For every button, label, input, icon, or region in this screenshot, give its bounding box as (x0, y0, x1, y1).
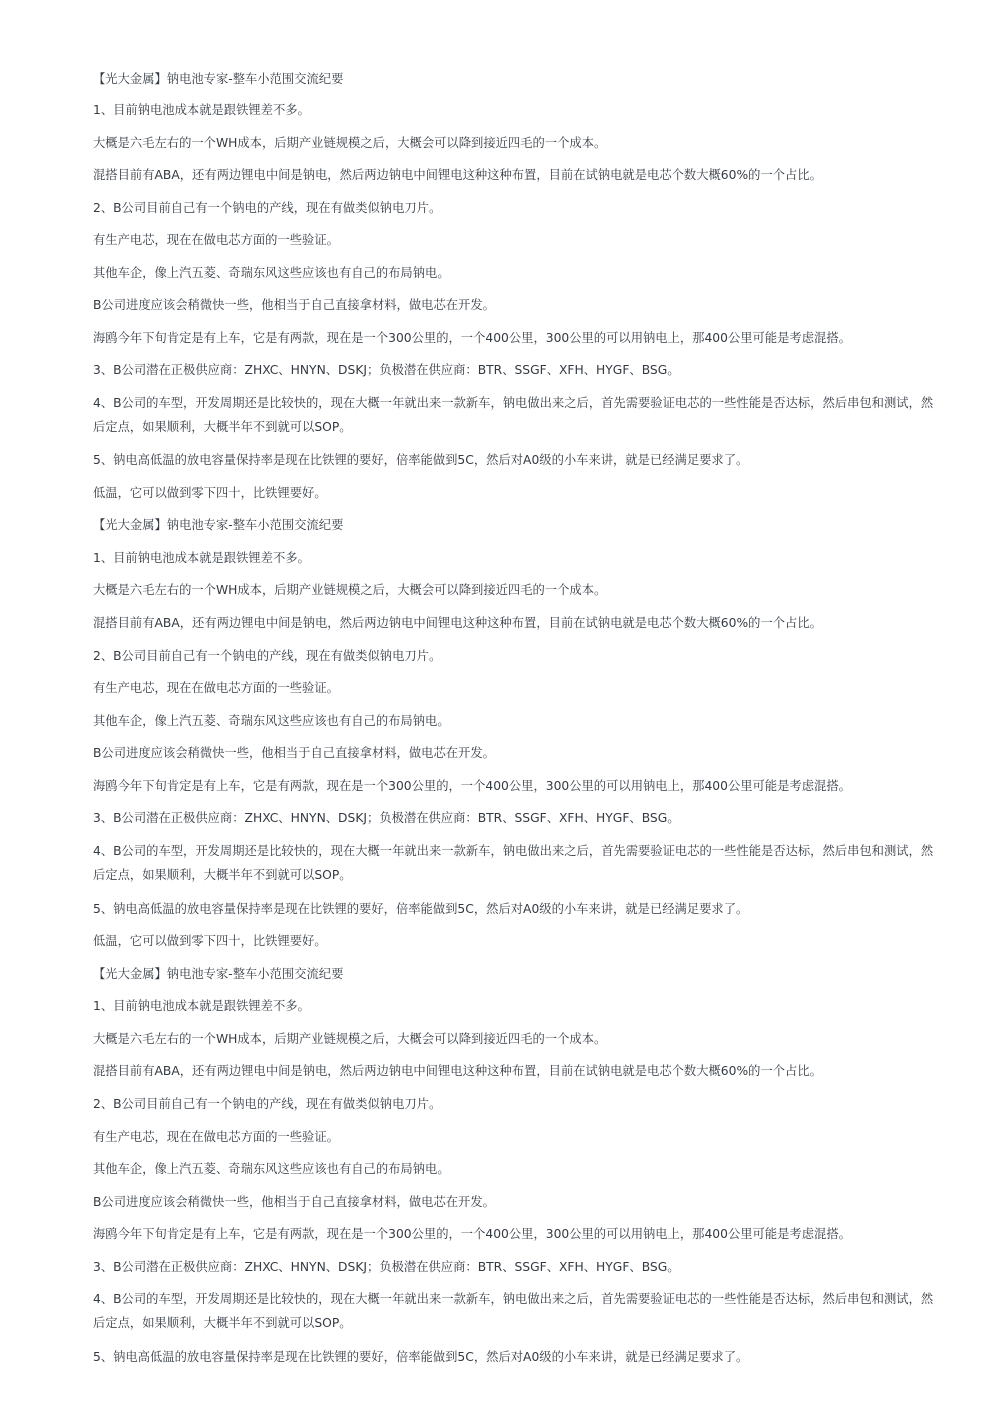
paragraph: 5、钠电高低温的放电容量保持率是现在比铁锂的要好，倍率能做到5C，然后对A0级的小车来讲，就是已经满足要求了。 (93, 902, 749, 916)
paragraph: 海鸥今年下旬肯定是有上车，它是有两款，现在是一个300公里的，一个400公里，300公里的可以用钠电上，那400公里可能是考虑混搭。 (93, 1227, 851, 1241)
paragraph: 海鸥今年下旬肯定是有上车，它是有两款，现在是一个300公里的，一个400公里，300公里的可以用钠电上，那400公里可能是考虑混搭。 (93, 331, 851, 345)
paragraph: B公司进度应该会稍微快一些，他相当于自己直接拿材料，做电芯在开发。 (93, 746, 495, 760)
paragraph: 有生产电芯，现在在做电芯方面的一些验证。 (93, 233, 339, 247)
paragraph: 大概是六毛左右的一个WH成本，后期产业链规模之后，大概会可以降到接近四毛的一个成本。 (93, 136, 607, 150)
paragraph: 1、目前钠电池成本就是跟铁锂差不多。 (93, 103, 310, 117)
paragraph: 3、B公司潜在正极供应商：ZHXC、HNYN、DSKJ；负极潜在供应商：BTR、SSGF、XFH、HYGF、BSG。 (93, 363, 680, 377)
paragraph: 有生产电芯，现在在做电芯方面的一些验证。 (93, 1130, 339, 1144)
paragraph: 其他车企，像上汽五菱、奇瑞东风这些应该也有自己的布局钠电。 (93, 1162, 450, 1176)
paragraph: 混搭目前有ABA，还有两边锂电中间是钠电，然后两边钠电中间锂电这种这种布置，目前在试钠电就是电芯个数大概60%的一个占比。 (93, 616, 822, 630)
paragraph: 其他车企，像上汽五菱、奇瑞东风这些应该也有自己的布局钠电。 (93, 714, 450, 728)
paragraph: B公司进度应该会稍微快一些，他相当于自己直接拿材料，做电芯在开发。 (93, 1195, 495, 1209)
paragraph: 混搭目前有ABA，还有两边锂电中间是钠电，然后两边钠电中间锂电这种这种布置，目前在试钠电就是电芯个数大概60%的一个占比。 (93, 168, 822, 182)
doc-title: 【光大金属】钠电池专家-整车小范围交流纪要 (93, 967, 344, 981)
paragraph: 混搭目前有ABA，还有两边锂电中间是钠电，然后两边钠电中间锂电这种这种布置，目前在试钠电就是电芯个数大概60%的一个占比。 (93, 1064, 822, 1078)
paragraph: 2、B公司目前自己有一个钠电的产线，现在有做类似钠电刀片。 (93, 649, 442, 663)
paragraph: 1、目前钠电池成本就是跟铁锂差不多。 (93, 999, 310, 1013)
paragraph: 其他车企，像上汽五菱、奇瑞东风这些应该也有自己的布局钠电。 (93, 266, 450, 280)
paragraph: 3、B公司潜在正极供应商：ZHXC、HNYN、DSKJ；负极潜在供应商：BTR、SSGF、XFH、HYGF、BSG。 (93, 811, 680, 825)
paragraph: 2、B公司目前自己有一个钠电的产线，现在有做类似钠电刀片。 (93, 1097, 442, 1111)
paragraph: 低温，它可以做到零下四十，比铁锂要好。 (93, 934, 327, 948)
paragraph: 5、钠电高低温的放电容量保持率是现在比铁锂的要好，倍率能做到5C，然后对A0级的小车来讲，就是已经满足要求了。 (93, 453, 749, 467)
doc-title: 【光大金属】钠电池专家-整车小范围交流纪要 (93, 518, 344, 532)
paragraph: 4、B公司的车型，开发周期还是比较快的，现在大概一年就出来一款新车，钠电做出来之后，首先需要验证电芯的一些性能是否达标，然后串包和测试，然后定点，如果顺利，大概半年不到就可以SOP。 (93, 1292, 934, 1330)
doc-title: 【光大金属】钠电池专家-整车小范围交流纪要 (93, 72, 344, 86)
paragraph: 4、B公司的车型，开发周期还是比较快的，现在大概一年就出来一款新车，钠电做出来之后，首先需要验证电芯的一些性能是否达标，然后串包和测试，然后定点，如果顺利，大概半年不到就可以SOP。 (93, 396, 934, 434)
paragraph: 2、B公司目前自己有一个钠电的产线，现在有做类似钠电刀片。 (93, 201, 442, 215)
paragraph: 4、B公司的车型，开发周期还是比较快的，现在大概一年就出来一款新车，钠电做出来之后，首先需要验证电芯的一些性能是否达标，然后串包和测试，然后定点，如果顺利，大概半年不到就可以SOP。 (93, 844, 934, 882)
paragraph: 大概是六毛左右的一个WH成本，后期产业链规模之后，大概会可以降到接近四毛的一个成本。 (93, 1032, 607, 1046)
paragraph: 1、目前钠电池成本就是跟铁锂差不多。 (93, 551, 310, 565)
paragraph: 低温，它可以做到零下四十，比铁锂要好。 (93, 486, 327, 500)
paragraph: 有生产电芯，现在在做电芯方面的一些验证。 (93, 681, 339, 695)
paragraph: 海鸥今年下旬肯定是有上车，它是有两款，现在是一个300公里的，一个400公里，300公里的可以用钠电上，那400公里可能是考虑混搭。 (93, 779, 851, 793)
paragraph: 5、钠电高低温的放电容量保持率是现在比铁锂的要好，倍率能做到5C，然后对A0级的小车来讲，就是已经满足要求了。 (93, 1350, 749, 1364)
paragraph: 大概是六毛左右的一个WH成本，后期产业链规模之后，大概会可以降到接近四毛的一个成本。 (93, 583, 607, 597)
paragraph: 3、B公司潜在正极供应商：ZHXC、HNYN、DSKJ；负极潜在供应商：BTR、SSGF、XFH、HYGF、BSG。 (93, 1260, 680, 1274)
paragraph: B公司进度应该会稍微快一些，他相当于自己直接拿材料，做电芯在开发。 (93, 298, 495, 312)
